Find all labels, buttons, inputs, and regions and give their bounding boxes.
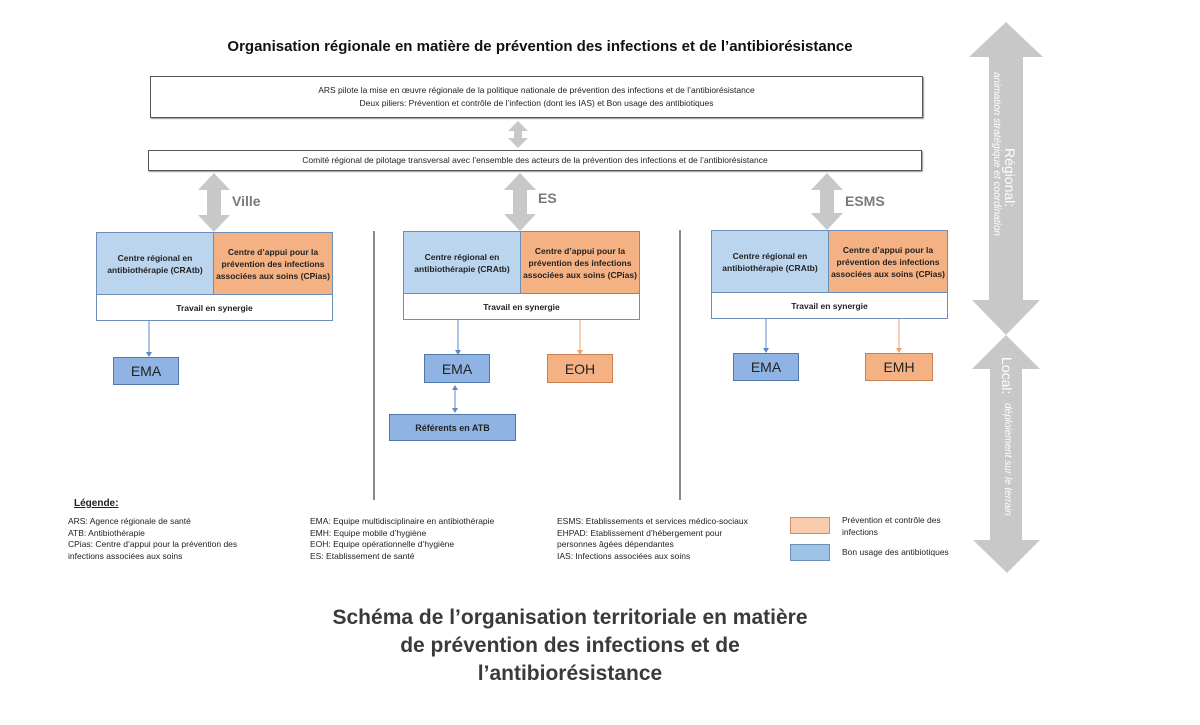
synergy-label: Travail en synergie [791, 301, 868, 311]
regional-subtitle: animation stratégique et coordination [991, 72, 1002, 236]
swatch-label-line: infections [842, 526, 878, 537]
legend-swatch-label-antibiotics: Bon usage des antibiotiques [842, 547, 949, 557]
legend-entry: personnes âgées dépendantes [557, 539, 674, 549]
legend-entry: ARS: Agence régionale de santé [68, 516, 191, 526]
legend-entry: ESMS: Etablissements et services médico-sociaux [557, 516, 748, 526]
legend-heading: Légende: [74, 498, 119, 509]
legend-entry: EMH: Equipe mobile d’hygiène [310, 527, 427, 538]
cratb-box: Centre régional en antibiothérapie (CRAtb) [404, 232, 521, 294]
ema-box: EMA [733, 353, 799, 381]
legend-entry: EOH: Equipe opérationnelle d’hygiène [310, 539, 455, 549]
legend-entry: ES: Etablissement de santé [310, 550, 415, 561]
legend-entry: CPias: Centre d’appui pour la prévention des [68, 539, 238, 549]
emh-box: EMH [865, 353, 933, 381]
ars-line-1: ARS pilote la mise en œuvre régionale de la politique nationale de prévention des infections et de l’antibiorésistance [318, 85, 755, 95]
legend-column-3 [557, 516, 748, 562]
caption-line: l’antibiorésistance [477, 662, 663, 685]
legend-column-1 [68, 516, 237, 562]
eoh-box: EOH [547, 354, 613, 383]
double-arrow-icon [508, 121, 528, 148]
legend-entry: ATB: Antibiothérapie [68, 527, 145, 538]
es-centres-group [403, 231, 640, 320]
diagram-title: Organisation régionale en matière de prévention des infections et de l’antibiorésistance [227, 38, 853, 55]
arrowhead-icon [452, 385, 458, 390]
section-label-es: ES [538, 190, 557, 206]
legend-entry: EMA: Equipe multidisciplinaire en antibiothérapie [310, 516, 495, 526]
caption-line: Schéma de l’organisation territoriale en matière [332, 606, 808, 629]
esms-centres-group [711, 230, 948, 319]
cpias-box: Centre d’appui pour la prévention des infections associées aux soins (CPias) [214, 233, 332, 295]
figure-caption [250, 604, 890, 688]
ville-centres-group [96, 232, 333, 321]
cpias-box: Centre d’appui pour la prévention des infections associées aux soins (CPias) [521, 232, 639, 294]
double-arrow-icon [811, 173, 843, 230]
legend-entry: EHPAD: Etablissement d’hébergement pour [557, 527, 723, 538]
legend-entry: IAS: Infections associées aux soins [557, 550, 691, 561]
regional-title: Régional: [1002, 148, 1018, 208]
legend-swatch-orange [790, 517, 830, 534]
cpias-box: Centre d’appui pour la prévention des infections associées aux soins (CPias) [829, 231, 947, 293]
referents-atb-box: Référents en ATB [389, 414, 516, 441]
cratb-box: Centre régional en antibiothérapie (CRAtb) [97, 233, 214, 295]
local-subtitle: déploiement sur le terrain [1002, 403, 1013, 516]
ars-line-2: Deux piliers: Prévention et contrôle de l’infection (dont les IAS) et Bon usage des antibiotiques [359, 98, 714, 108]
local-title: Local: [999, 357, 1015, 395]
ema-box: EMA [113, 357, 179, 385]
synergy-label: Travail en synergie [483, 302, 560, 312]
legend-swatch-blue [790, 544, 830, 561]
double-arrow-icon [504, 173, 536, 231]
legend-entry: infections associées aux soins [68, 550, 183, 561]
section-label-ville: Ville [232, 193, 261, 209]
synergy-label: Travail en synergie [176, 303, 253, 313]
comite-box: Comité régional de pilotage transversal avec l’ensemble des acteurs de la prévention des infections et de l’antibiorésistance [148, 150, 922, 171]
swatch-label-line: Prévention et contrôle des [842, 515, 941, 525]
caption-line: de prévention des infections et de [400, 634, 740, 657]
arrowhead-icon [452, 408, 458, 413]
cratb-box: Centre régional en antibiothérapie (CRAtb) [712, 231, 829, 293]
legend-column-2 [310, 516, 494, 562]
ema-box: EMA [424, 354, 490, 383]
section-label-esms: ESMS [845, 193, 885, 209]
double-arrow-icon [198, 173, 230, 232]
legend-swatch-label-prevention [842, 515, 941, 538]
